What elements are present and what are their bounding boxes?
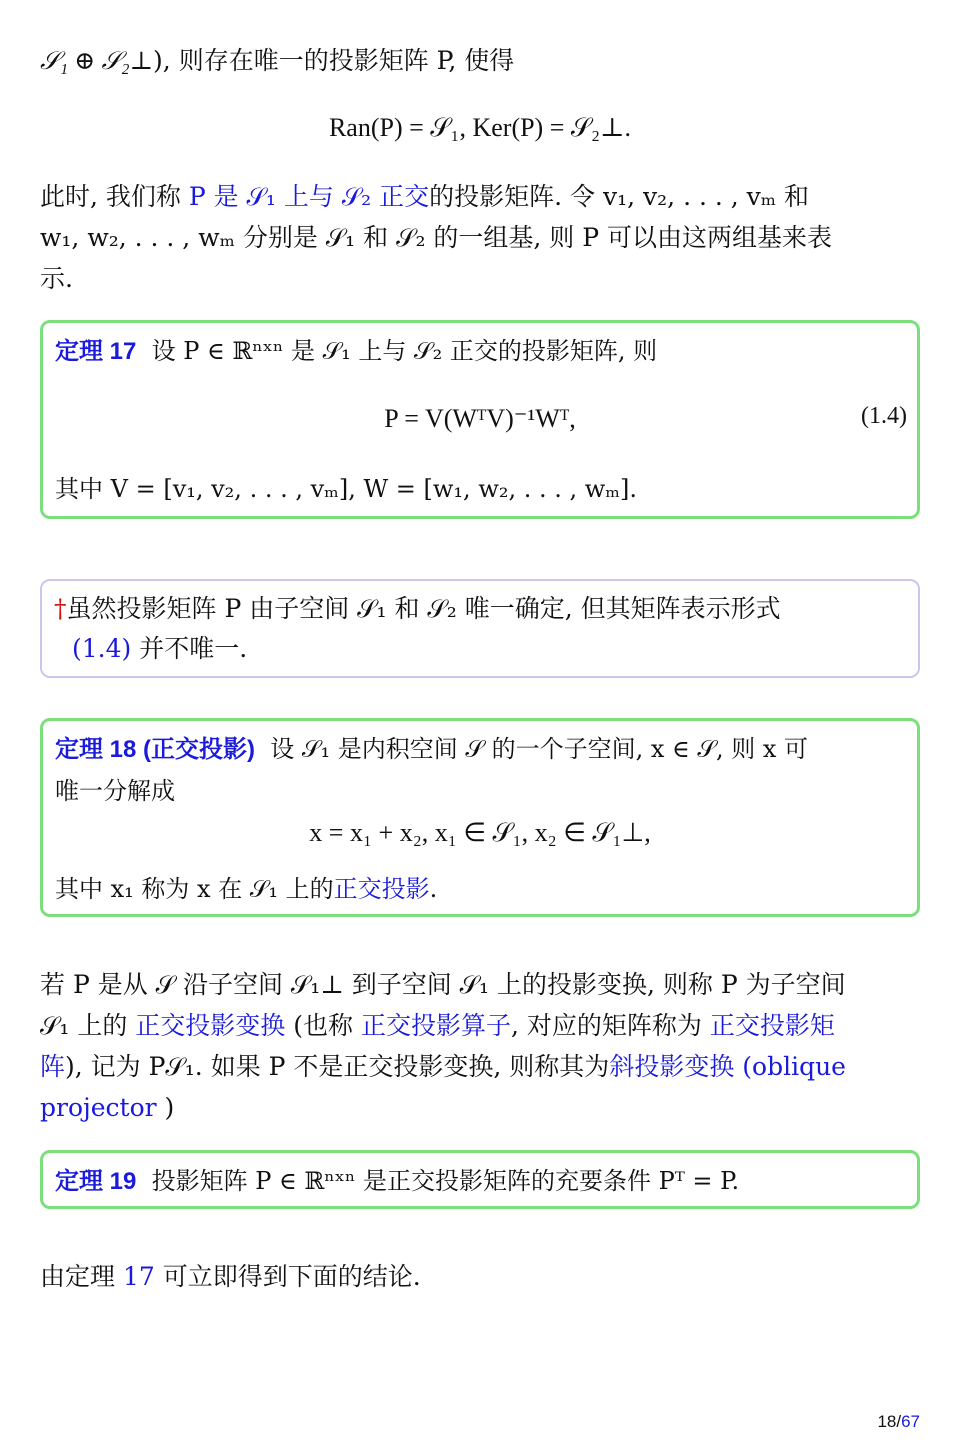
theorem-17-statement: 设 P ∈ ℝⁿˣⁿ 是 𝒮₁ 上与 𝒮₂ 正交的投影矩阵, 则 (151, 337, 658, 365)
equation-number-1-4: (1.4) (861, 403, 907, 429)
term-oblique-en-a: (oblique (734, 1052, 846, 1081)
theorem-19-statement: 投影矩阵 P ∈ ℝⁿˣⁿ 是正交投影矩阵的充要条件 Pᵀ = P. (151, 1167, 740, 1195)
theorem-19-label: 定理 19 (55, 1168, 137, 1195)
term-orthogonal-projection-operator: 正交投影算子 (360, 1011, 511, 1040)
theorem-19-box (40, 1150, 920, 1209)
term-oblique-projection: 斜投影变换 (609, 1052, 735, 1081)
page-current: 18/ (877, 1412, 902, 1431)
remark-text (54, 589, 906, 669)
top-text: ), 则存在唯一的投影矩阵 P, 使得 (153, 46, 515, 75)
theorem-17-box (40, 320, 920, 519)
theorem-17-equation: P = V(WᵀV)⁻¹Wᵀ, (384, 404, 576, 433)
term-oblique-en-b: projector (40, 1093, 157, 1122)
paragraph-1 (40, 176, 920, 299)
top-prefix-math: 𝒮₁ ⊕ 𝒮₂⊥ (40, 48, 154, 75)
term-orthogonal-projection-transform: 正交投影变换 (135, 1011, 286, 1040)
theorem-18-label: 定理 18 (正交投影) (55, 736, 256, 763)
remark-line-1: †虽然投影矩阵 P 由子空间 𝒮₁ 和 𝒮₂ 唯一确定, 但其矩阵表示形式 (54, 594, 781, 623)
paragraph-2-line-3: 阵), 记为 P𝒮₁. 如果 P 不是正交投影变换, 则称其为斜投影变换 (oblique (40, 1052, 846, 1081)
theorem-17-header (55, 333, 905, 370)
paragraph-1-line-3: 示. (40, 264, 73, 293)
remark-line-2: (1.4) 并不唯一. (72, 634, 248, 663)
paragraph-2-line-1: 若 P 是从 𝒮 沿子空间 𝒮₁⊥ 到子空间 𝒮₁ 上的投影变换, 则称 P 为子空间 (40, 970, 846, 999)
term-orthogonal-projection-matrix-a: 正交投影矩 (709, 1011, 835, 1040)
theorem-19-header (55, 1163, 905, 1200)
theorem-18-statement: 设 𝒮₁ 是内积空间 𝒮 的一个子空间, x ∈ 𝒮, 则 x 可 (270, 735, 809, 763)
equation-ref-link[interactable]: (1.4) (72, 634, 132, 663)
paragraph-1-line-1: 此时, 我们称 P 是 𝒮₁ 上与 𝒮₂ 正交的投影矩阵. 令 v₁, v₂, . . . , vₘ 和 (40, 182, 810, 211)
term-orthogonal-projection: 正交投影 (333, 875, 430, 903)
top-line (40, 40, 920, 82)
paragraph-2 (40, 964, 920, 1128)
paragraph-2-line-2: 𝒮₁ 上的 正交投影变换 (也称 正交投影算子, 对应的矩阵称为 正交投影矩 (40, 1011, 835, 1040)
conclusion-line: 由定理 17 可立即得到下面的结论. (40, 1262, 421, 1291)
page-total-link[interactable]: 67 (901, 1412, 920, 1431)
dagger-mark: † (54, 594, 67, 623)
remark-box (40, 579, 920, 678)
paragraph-2-line-4: projector ) (40, 1093, 175, 1122)
theorem-17-ref-link[interactable]: 17 (122, 1262, 155, 1291)
theorem-18-footer: 其中 x₁ 称为 x 在 𝒮₁ 上的正交投影. (55, 875, 438, 903)
theorem-18-line-2: 唯一分解成 (55, 777, 175, 805)
theorem-18-equation: x = x₁ + x₂, x₁ ∈ 𝒮₁, x₂ ∈ 𝒮₁⊥, (309, 818, 651, 847)
term-orthogonal-projection-matrix-b: 阵 (40, 1052, 66, 1081)
theorem-18-box (40, 718, 920, 917)
page-number (877, 1412, 920, 1432)
paragraph-1-line-2: w₁, w₂, . . . , wₘ 分别是 𝒮₁ 和 𝒮₂ 的一组基, 则 P 可以由这两组基来表 (40, 223, 833, 252)
theorem-17-footer: 其中 V = [v₁, v₂, . . . , vₘ], W = [w₁, w₂, . . . , wₘ]. (55, 475, 638, 503)
theorem-18-header (55, 731, 905, 768)
highlight-orthogonal: P 是 𝒮₁ 上与 𝒮₂ 正交 (188, 182, 430, 211)
theorem-17-label: 定理 17 (55, 338, 137, 365)
display-equation-ran-ker: Ran(P) = 𝒮₁, Ker(P) = 𝒮₂⊥. (328, 113, 632, 142)
